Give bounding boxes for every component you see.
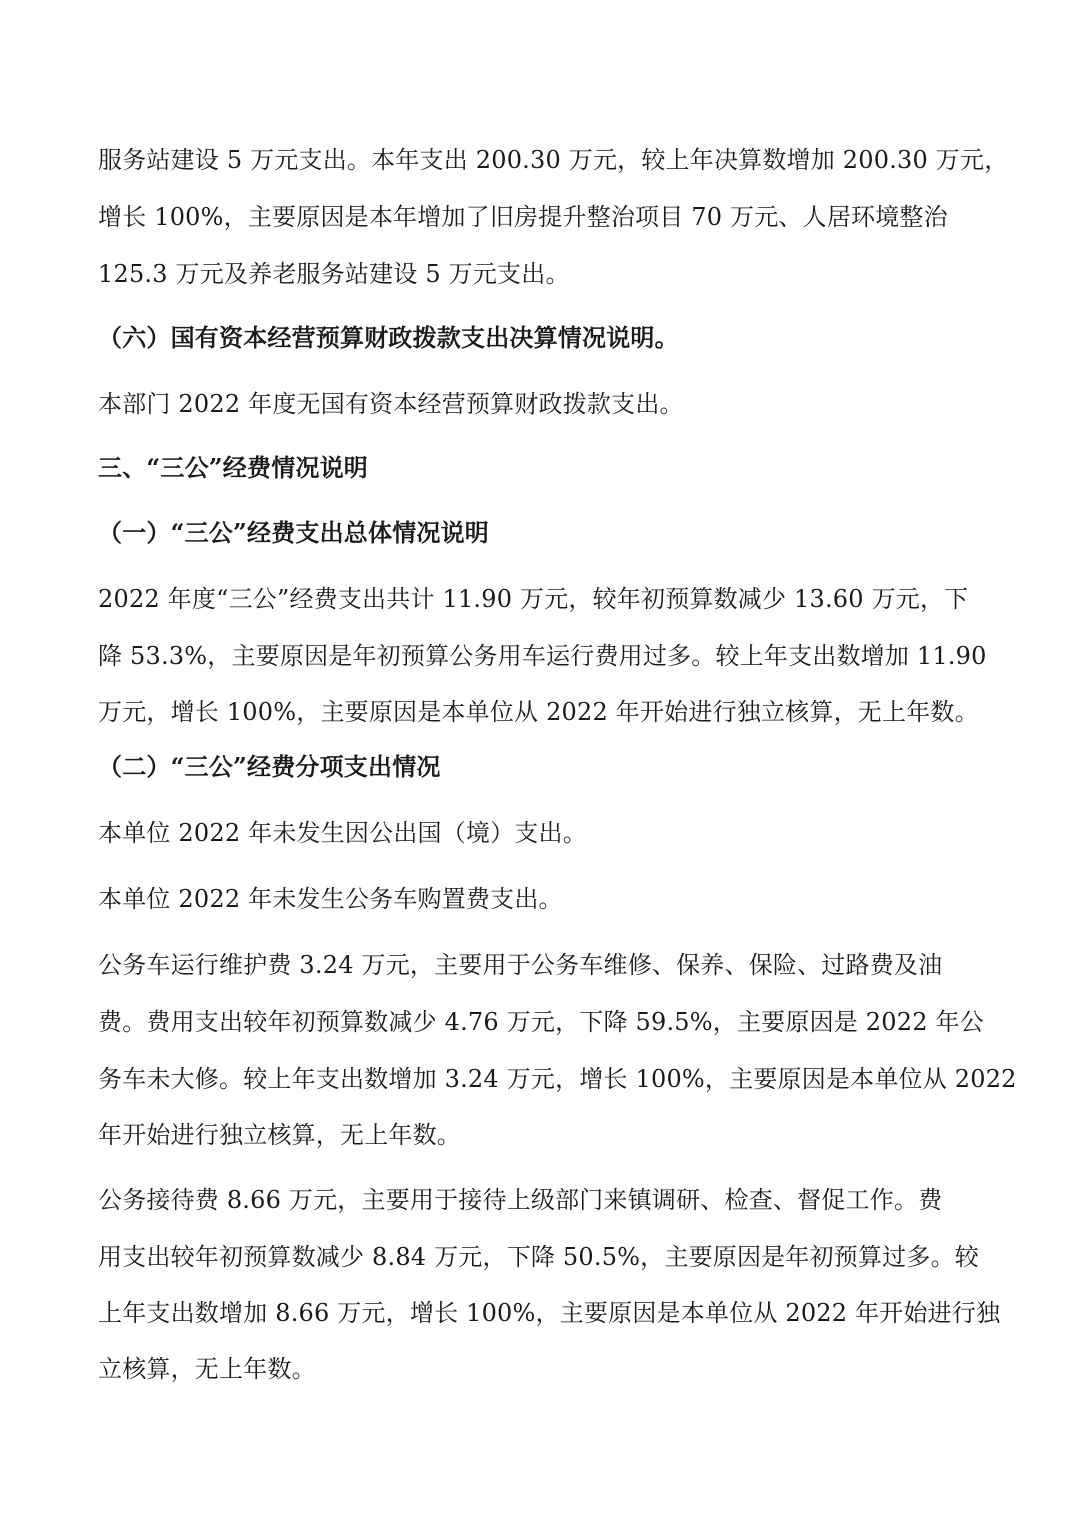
paragraph-line: 公务车运行维护费 3.24 万元，主要用于公务车维修、保养、保险、过路费及油 [98, 951, 943, 979]
section-heading-state-capital: （六）国有资本经营预算财政拨款支出决算情况说明。 [98, 323, 679, 352]
paragraph-line: 公务接待费 8.66 万元，主要用于接待上级部门来镇调研、检查、督促工作。费 [98, 1186, 943, 1214]
paragraph-line: 年开始进行独立核算，无上年数。 [98, 1121, 461, 1149]
section-heading-three-public: 三、“三公”经费情况说明 [98, 453, 369, 482]
paragraph-line: 费。费用支出较年初预算数减少 4.76 万元，下降 59.5%，主要原因是 2022 年公 [98, 1008, 984, 1036]
subsection-heading-itemized: （二）“三公”经费分项支出情况 [98, 752, 441, 781]
paragraph-line: 立核算，无上年数。 [98, 1355, 316, 1383]
subsection-heading-overall: （一）“三公”经费支出总体情况说明 [98, 518, 490, 547]
paragraph-line: 用支出较年初预算数减少 8.84 万元，下降 50.5%，主要原因是年初预算过多。较 [98, 1243, 979, 1271]
paragraph-line: 务车未大修。较上年支出数增加 3.24 万元，增长 100%，主要原因是本单位从 2022 [98, 1065, 1017, 1093]
paragraph-line: 万元，增长 100%，主要原因是本单位从 2022 年开始进行独立核算，无上年数。 [98, 698, 979, 726]
paragraph-line: 服务站建设 5 万元支出。本年支出 200.30 万元，较上年决算数增加 200.30 万元， [98, 146, 1009, 174]
paragraph-line: 上年支出数增加 8.66 万元，增长 100%，主要原因是本单位从 2022 年开始进行独 [98, 1299, 1001, 1327]
paragraph-line: 本单位 2022 年未发生公务车购置费支出。 [98, 885, 563, 913]
paragraph-line: 125.3 万元及养老服务站建设 5 万元支出。 [98, 260, 570, 288]
paragraph-line: 本单位 2022 年未发生因公出国（境）支出。 [98, 819, 587, 847]
paragraph-line: 降 53.3%，主要原因是年初预算公务用车运行费用过多。较上年支出数增加 11.90 [98, 642, 987, 670]
paragraph-line: 本部门 2022 年度无国有资本经营预算财政拨款支出。 [98, 390, 684, 418]
paragraph-line: 增长 100%，主要原因是本年增加了旧房提升整治项目 70 万元、人居环境整治 [98, 203, 948, 231]
paragraph-line: 2022 年度“三公”经费支出共计 11.90 万元，较年初预算数减少 13.60 万元，下 [98, 585, 969, 613]
